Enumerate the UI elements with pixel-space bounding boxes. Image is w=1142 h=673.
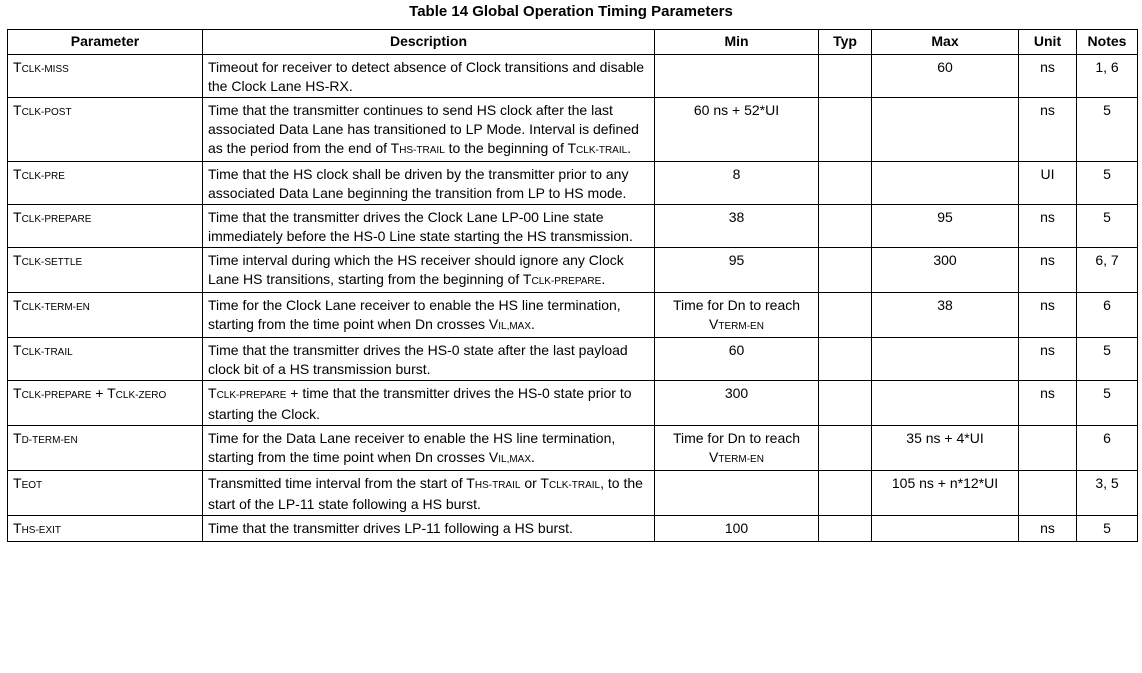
max-cell bbox=[872, 338, 1019, 381]
text-segment: 60 bbox=[937, 59, 953, 75]
text-segment: T bbox=[13, 430, 22, 446]
text-segment: T bbox=[13, 342, 22, 358]
unit-cell: ns bbox=[1019, 516, 1077, 542]
text-segment: 95 bbox=[728, 252, 745, 268]
notes-cell: 6, 7 bbox=[1077, 248, 1138, 293]
table-row bbox=[8, 381, 1138, 426]
description-cell bbox=[203, 426, 655, 471]
text-segment: HS-TRAIL bbox=[399, 145, 445, 156]
unit-cell: UI bbox=[1019, 162, 1077, 205]
min-cell bbox=[655, 381, 819, 426]
table-row bbox=[8, 338, 1138, 381]
max-cell bbox=[872, 426, 1019, 471]
text-segment: CLK-PREPARE bbox=[216, 390, 287, 401]
text-segment: CLK-PREPARE bbox=[531, 276, 602, 287]
max-cell bbox=[872, 293, 1019, 338]
text-segment: Time that the transmitter drives LP-11 following a HS burst. bbox=[208, 520, 573, 536]
text-segment: TERM-EN bbox=[718, 454, 764, 465]
header-notes: Notes bbox=[1077, 30, 1138, 55]
description-cell bbox=[203, 338, 655, 381]
description-cell bbox=[203, 471, 655, 516]
text-segment: 35 ns + 4*UI bbox=[906, 430, 984, 446]
text-segment: , to the start of the LP-11 state following a HS burst. bbox=[208, 475, 643, 512]
parameter-cell bbox=[8, 162, 203, 205]
text-segment: IL,MAX bbox=[498, 321, 532, 332]
text-segment: Time for Dn to reach V bbox=[672, 430, 801, 465]
max-cell bbox=[872, 381, 1019, 426]
min-cell bbox=[655, 55, 819, 98]
max-cell bbox=[872, 516, 1019, 542]
text-segment: + time that the transmitter drives the HS-0 state prior to starting the Clock. bbox=[208, 385, 632, 422]
text-segment: 100 bbox=[724, 520, 749, 536]
text-segment: 300 bbox=[724, 385, 749, 401]
min-cell bbox=[655, 516, 819, 542]
max-cell bbox=[872, 248, 1019, 293]
parameter-cell bbox=[8, 338, 203, 381]
parameter-cell bbox=[8, 381, 203, 426]
notes-cell: 1, 6 bbox=[1077, 55, 1138, 98]
notes-cell: 5 bbox=[1077, 338, 1138, 381]
unit-cell bbox=[1019, 471, 1077, 516]
text-segment: Time for Dn to reach V bbox=[672, 297, 801, 332]
text-segment: Time that the transmitter continues to send HS clock after the last associated Data Lane has transitioned to LP Mode. Interval is defined as the period from the end of T bbox=[208, 102, 639, 156]
typ-cell bbox=[819, 516, 872, 542]
header-max: Max bbox=[872, 30, 1019, 55]
text-segment: or T bbox=[520, 475, 549, 491]
min-cell bbox=[655, 205, 819, 248]
typ-cell bbox=[819, 471, 872, 516]
header-typ: Typ bbox=[819, 30, 872, 55]
text-segment: CLK-TRAIL bbox=[548, 480, 601, 491]
min-cell bbox=[655, 471, 819, 516]
text-segment: CLK-TRAIL bbox=[21, 347, 73, 358]
header-description: Description bbox=[203, 30, 655, 55]
parameter-cell bbox=[8, 55, 203, 98]
text-segment: 8 bbox=[732, 166, 741, 182]
unit-cell: ns bbox=[1019, 98, 1077, 162]
text-segment: T bbox=[13, 209, 22, 225]
typ-cell bbox=[819, 205, 872, 248]
text-segment: 60 bbox=[728, 342, 745, 358]
text-segment: CLK-POST bbox=[21, 107, 72, 118]
unit-cell: ns bbox=[1019, 205, 1077, 248]
text-segment: CLK-MISS bbox=[21, 64, 69, 75]
text-segment: D-TERM-EN bbox=[21, 435, 78, 446]
description-cell bbox=[203, 293, 655, 338]
table-row bbox=[8, 516, 1138, 542]
description-cell bbox=[203, 162, 655, 205]
text-segment: T bbox=[13, 385, 22, 401]
text-segment: CLK-PREPARE bbox=[21, 390, 92, 401]
text-segment: T bbox=[13, 297, 22, 313]
text-segment: T bbox=[13, 59, 22, 75]
text-segment: . bbox=[531, 316, 535, 332]
parameter-cell bbox=[8, 426, 203, 471]
table-row bbox=[8, 293, 1138, 338]
text-segment: CLK-PREPARE bbox=[21, 214, 92, 225]
text-segment: T bbox=[13, 102, 22, 118]
typ-cell bbox=[819, 293, 872, 338]
description-cell bbox=[203, 381, 655, 426]
text-segment: T bbox=[13, 520, 22, 536]
text-segment: Timeout for receiver to detect absence of Clock transitions and disable the Clock Lane HS-RX. bbox=[208, 59, 645, 94]
min-cell bbox=[655, 162, 819, 205]
text-segment: Time for the Data Lane receiver to enable the HS line termination, starting from the time point when Dn crosses V bbox=[208, 430, 616, 465]
header-unit: Unit bbox=[1019, 30, 1077, 55]
description-cell bbox=[203, 55, 655, 98]
typ-cell bbox=[819, 55, 872, 98]
description-cell bbox=[203, 516, 655, 542]
text-segment: IL,MAX bbox=[498, 454, 532, 465]
notes-cell: 5 bbox=[1077, 205, 1138, 248]
text-segment: EOT bbox=[21, 480, 43, 491]
text-segment: HS-TRAIL bbox=[474, 480, 521, 491]
notes-cell: 5 bbox=[1077, 381, 1138, 426]
min-cell bbox=[655, 98, 819, 162]
text-segment: CLK-ZERO bbox=[115, 390, 167, 401]
max-cell bbox=[872, 162, 1019, 205]
typ-cell bbox=[819, 162, 872, 205]
notes-cell: 5 bbox=[1077, 98, 1138, 162]
table-row bbox=[8, 55, 1138, 98]
unit-cell: ns bbox=[1019, 293, 1077, 338]
text-segment: CLK-TRAIL bbox=[576, 145, 628, 156]
table-caption: Table 14 Global Operation Timing Parameters bbox=[409, 3, 733, 20]
text-segment: to the beginning of T bbox=[444, 140, 577, 156]
min-cell bbox=[655, 293, 819, 338]
text-segment: T bbox=[208, 385, 217, 401]
text-segment: 60 ns + 52*UI bbox=[693, 102, 780, 118]
max-cell bbox=[872, 98, 1019, 162]
unit-cell: ns bbox=[1019, 248, 1077, 293]
parameter-cell bbox=[8, 293, 203, 338]
notes-cell: 3, 5 bbox=[1077, 471, 1138, 516]
text-segment: HS-EXIT bbox=[21, 525, 62, 536]
parameter-cell bbox=[8, 471, 203, 516]
text-segment: . bbox=[627, 140, 632, 156]
text-segment: CLK-PRE bbox=[21, 171, 65, 182]
min-cell bbox=[655, 338, 819, 381]
text-segment: 300 bbox=[933, 252, 957, 268]
unit-cell: ns bbox=[1019, 381, 1077, 426]
timing-parameters-table bbox=[7, 29, 1138, 542]
parameter-cell bbox=[8, 205, 203, 248]
text-segment: Time interval during which the HS receiver should ignore any Clock Lane HS transitions, starting from the beginning of T bbox=[208, 252, 624, 287]
typ-cell bbox=[819, 381, 872, 426]
text-segment: CLK-TERM-EN bbox=[21, 302, 90, 313]
text-segment: T bbox=[13, 252, 22, 268]
table-row bbox=[8, 162, 1138, 205]
header-row bbox=[8, 30, 1138, 55]
notes-cell: 5 bbox=[1077, 162, 1138, 205]
description-cell bbox=[203, 248, 655, 293]
notes-cell: 6 bbox=[1077, 426, 1138, 471]
max-cell bbox=[872, 471, 1019, 516]
notes-cell: 6 bbox=[1077, 293, 1138, 338]
text-segment: T bbox=[13, 475, 22, 491]
table-row bbox=[8, 426, 1138, 471]
max-cell bbox=[872, 55, 1019, 98]
table-row bbox=[8, 248, 1138, 293]
min-cell bbox=[655, 426, 819, 471]
unit-cell: ns bbox=[1019, 55, 1077, 98]
text-segment: 38 bbox=[728, 209, 745, 225]
max-cell bbox=[872, 205, 1019, 248]
typ-cell bbox=[819, 248, 872, 293]
header-parameter: Parameter bbox=[8, 30, 203, 55]
text-segment: TERM-EN bbox=[718, 321, 764, 332]
text-segment: . bbox=[531, 449, 535, 465]
description-cell bbox=[203, 205, 655, 248]
typ-cell bbox=[819, 98, 872, 162]
text-segment: 38 bbox=[937, 297, 953, 313]
text-segment: 95 bbox=[937, 209, 953, 225]
table-body bbox=[8, 55, 1138, 542]
parameter-cell bbox=[8, 516, 203, 542]
header-min: Min bbox=[655, 30, 819, 55]
unit-cell bbox=[1019, 426, 1077, 471]
text-segment: Time that the transmitter drives the Clock Lane LP-00 Line state immediately before the HS-0 Line state starting the HS transmission. bbox=[208, 209, 633, 244]
description-cell bbox=[203, 98, 655, 162]
text-segment: . bbox=[601, 271, 606, 287]
table-row bbox=[8, 205, 1138, 248]
text-segment: + T bbox=[91, 385, 116, 401]
min-cell bbox=[655, 248, 819, 293]
typ-cell bbox=[819, 426, 872, 471]
table-row bbox=[8, 98, 1138, 162]
table-row bbox=[8, 471, 1138, 516]
typ-cell bbox=[819, 338, 872, 381]
text-segment: T bbox=[13, 166, 22, 182]
parameter-cell bbox=[8, 98, 203, 162]
unit-cell: ns bbox=[1019, 338, 1077, 381]
parameter-cell bbox=[8, 248, 203, 293]
text-segment: CLK-SETTLE bbox=[21, 257, 83, 268]
text-segment: Time that the transmitter drives the HS-0 state after the last payload clock bit of a HS transmission burst. bbox=[208, 342, 628, 377]
text-segment: Time for the Clock Lane receiver to enable the HS line termination, starting from the time point when Dn crosses V bbox=[208, 297, 621, 332]
text-segment: Transmitted time interval from the start of T bbox=[208, 475, 475, 491]
text-segment: 105 ns + n*12*UI bbox=[891, 475, 999, 491]
text-segment: Time that the HS clock shall be driven by the transmitter prior to any associated Data Lane beginning the transition from LP to HS mode. bbox=[208, 166, 629, 201]
notes-cell: 5 bbox=[1077, 516, 1138, 542]
